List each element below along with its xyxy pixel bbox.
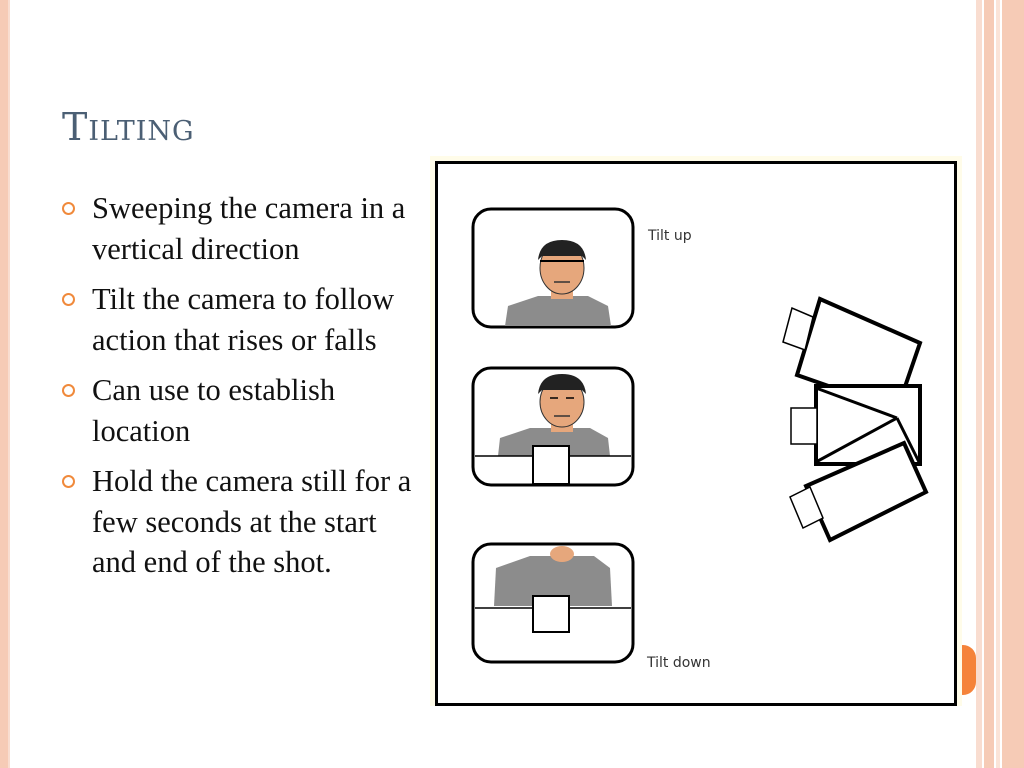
bullet-item [62, 461, 422, 583]
bullet-item [62, 188, 422, 269]
bullet-marker-icon [62, 475, 75, 488]
tilt-diagram [430, 156, 962, 706]
tilt-down-label: Tilt down [647, 655, 711, 671]
bullet-list [62, 188, 422, 593]
slide-right-border [976, 0, 1024, 768]
slide-left-border [0, 0, 8, 768]
bullet-text: Sweeping the camera in a vertical direction [92, 191, 406, 266]
bullet-text: Tilt the camera to follow action that rises or falls [92, 282, 395, 357]
bullet-text: Can use to establish location [92, 373, 336, 448]
frame-middle [473, 368, 633, 485]
bullet-marker-icon [62, 293, 75, 306]
bullet-item [62, 279, 422, 360]
frame-tilt-up [473, 209, 633, 327]
tilt-illustration [430, 156, 962, 706]
bullet-item [62, 370, 422, 451]
bullet-marker-icon [62, 202, 75, 215]
bullet-marker-icon [62, 384, 75, 397]
bullet-text: Hold the camera still for a few seconds at the start and end of the shot. [92, 464, 412, 579]
frame-tilt-down [473, 544, 633, 662]
tilt-up-label: Tilt up [648, 228, 692, 244]
page-title: Tilting [62, 105, 195, 149]
